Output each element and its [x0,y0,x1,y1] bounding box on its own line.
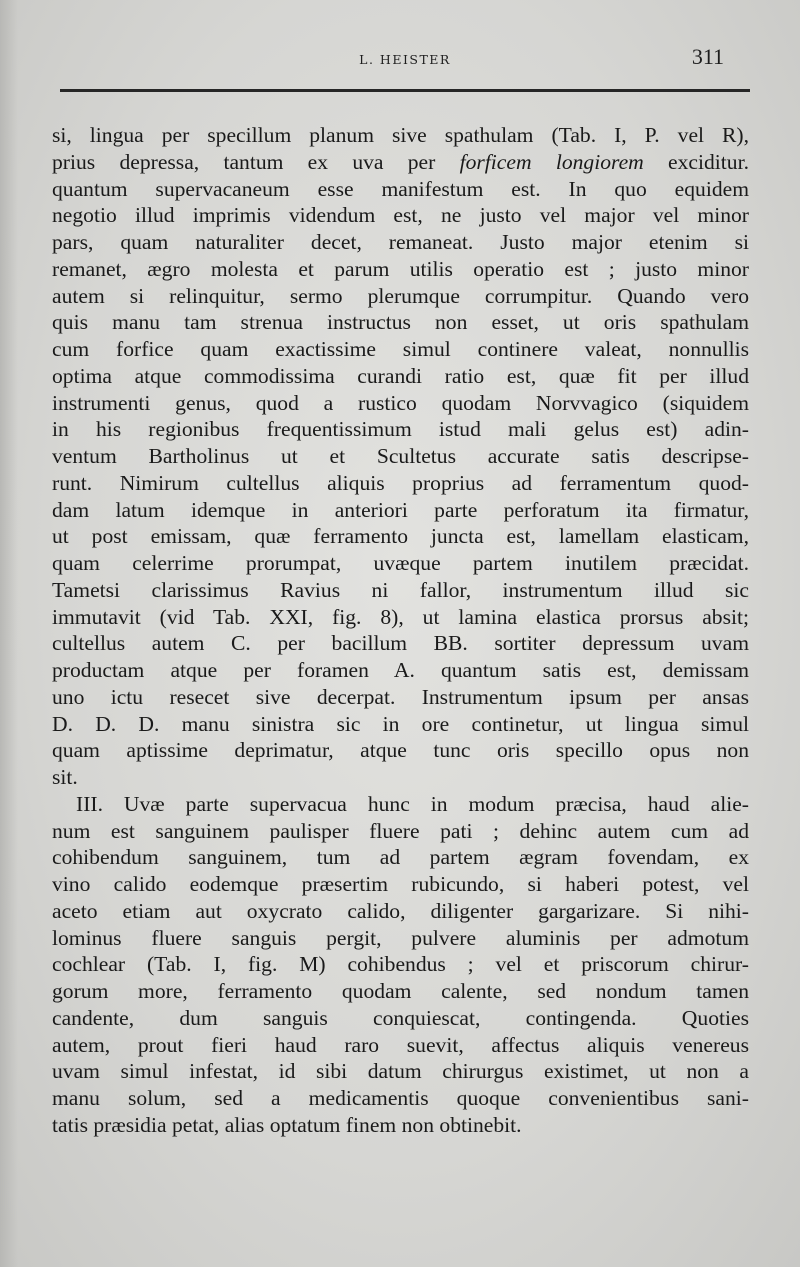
text-line [52,149,749,176]
text-line [52,925,749,952]
text-segment: manu solum, sed a medicamentis quoque convenientibus sani- [52,1086,749,1110]
text-segment: vino calido eodemque præsertim rubicundo, si haberi potest, vel [52,872,749,896]
text-segment: exciditur. [643,149,749,174]
text-line [52,1005,749,1032]
text-segment: runt. Nimirum cultellus aliquis proprius ad ferramentum quod- [52,470,749,495]
text-line [52,470,749,497]
text-segment: quantum supervacaneum esse manifestum est. In quo equidem [52,176,749,201]
text-segment: remanet, ægro molesta et parum utilis operatio est ; justo minor [52,256,749,281]
text-line [52,951,749,978]
text-segment: III. Uvæ parte supervacua hunc in modum præcisa, haud alie- [76,791,749,816]
text-line [52,523,749,550]
text-line [52,256,749,283]
text-segment: autem, prout fieri haud raro suevit, affectus aliquis venereus [52,1032,749,1057]
text-line [52,818,749,845]
text-line [52,684,749,711]
text-line [52,657,749,684]
text-segment: immutavit (vid Tab. XXI, fig. 8), ut lamina elastica prorsus absit; [52,604,749,629]
text-line [52,577,749,604]
text-line [52,604,749,631]
text-segment: lominus fluere sanguis pergit, pulvere aluminis per admotum [52,925,749,950]
text-line [52,229,749,256]
text-line [52,309,749,336]
text-line [52,764,749,791]
text-line [52,122,749,149]
text-line [52,443,749,470]
text-line [52,1032,749,1059]
text-segment: optima atque commodissima curandi ratio est, quæ fit per illud [52,363,749,388]
text-segment: ventum Bartholinus ut et Scultetus accurate satis descripse- [52,444,749,468]
text-segment: quis manu tam strenua instructus non esset, ut oris spathulam [52,310,749,335]
text-line [52,871,749,898]
header-rule [60,89,750,92]
text-segment: instrumenti genus, quod a rustico quodam Norvvagico (siquidem [52,390,749,415]
text-segment: in his regionibus frequentissimum istud mali gelus est) adin- [52,417,749,442]
text-line [52,1085,749,1112]
text-segment: ut post emissam, quæ ferramento juncta est, lamellam elasticam, [52,524,749,549]
text-segment: gorum more, ferramento quodam calente, sed nondum tamen [52,979,749,1003]
text-line [52,283,749,310]
text-line [52,630,749,657]
text-segment: cultellus autem C. per bacillum BB. sortiter depressum uvam [52,631,749,656]
text-segment: productam atque per foramen A. quantum satis est, demissam [52,658,749,682]
text-line [52,363,749,390]
italic-phrase: forficem longiorem [459,149,644,174]
text-segment: D. D. D. manu sinistra sic in ore continetur, ut lingua simul [52,711,749,736]
text-segment: uvam simul infestat, id sibi datum chirurgus existimet, ut non a [52,1059,749,1084]
text-segment: pars, quam naturaliter decet, remaneat. Justo major etenim si [52,230,749,254]
text-line [52,711,749,738]
text-line [52,497,749,524]
text-segment: aceto etiam aut oxycrato calido, diligenter gargarizare. Si nihi- [52,898,749,923]
text-segment: tatis præsidia petat, alias optatum finem non obtinebit. [52,1112,522,1137]
text-segment: prius depressa, tantum ex uva per [52,149,460,174]
text-line [52,1112,749,1139]
text-line [52,978,749,1005]
text-segment: autem si relinquitur, sermo plerumque corrumpitur. Quando vero [52,283,749,308]
text-line [52,737,749,764]
text-segment: dam latum idemque in anteriori parte perforatum ita firmatur, [52,497,749,522]
text-line [52,1058,749,1085]
text-line [52,336,749,363]
text-line [52,390,749,417]
text-segment: cochlear (Tab. I, fig. M) cohibendus ; vel et priscorum chirur- [52,952,749,977]
text-segment: candente, dum sanguis conquiescat, contingenda. Quoties [52,1005,749,1030]
body-text [52,122,749,1139]
text-segment: num est sanguinem paulisper fluere pati ; dehinc autem cum ad [52,818,749,843]
text-segment: sit. [52,765,78,789]
running-head: L. HEISTER [359,52,451,67]
text-line [52,550,749,577]
text-segment: uno ictu resecet sive decerpat. Instrumentum ipsum per ansas [52,684,749,709]
text-line [52,844,749,871]
page-header [60,44,750,74]
text-segment: cum forfice quam exactissime simul continere valeat, nonnullis [52,337,749,361]
text-line [52,176,749,203]
text-line [52,202,749,229]
text-segment: quam aptissime deprimatur, atque tunc oris specillo opus non [52,738,749,763]
text-line [52,791,749,818]
text-line [52,416,749,443]
text-segment: quam celerrime prorumpat, uvæque partem inutilem præcidat. [52,551,749,575]
page-number: 311 [691,44,724,69]
text-line [52,898,749,925]
text-segment: negotio illud imprimis videndum est, ne justo vel major vel minor [52,203,749,228]
text-segment: si, lingua per specillum planum sive spathulam (Tab. I, P. vel R), [52,123,749,147]
text-segment: cohibendum sanguinem, tum ad partem ægram fovendam, ex [52,845,749,870]
text-segment: Tametsi clarissimus Ravius ni fallor, instrumentum illud sic [52,577,749,602]
